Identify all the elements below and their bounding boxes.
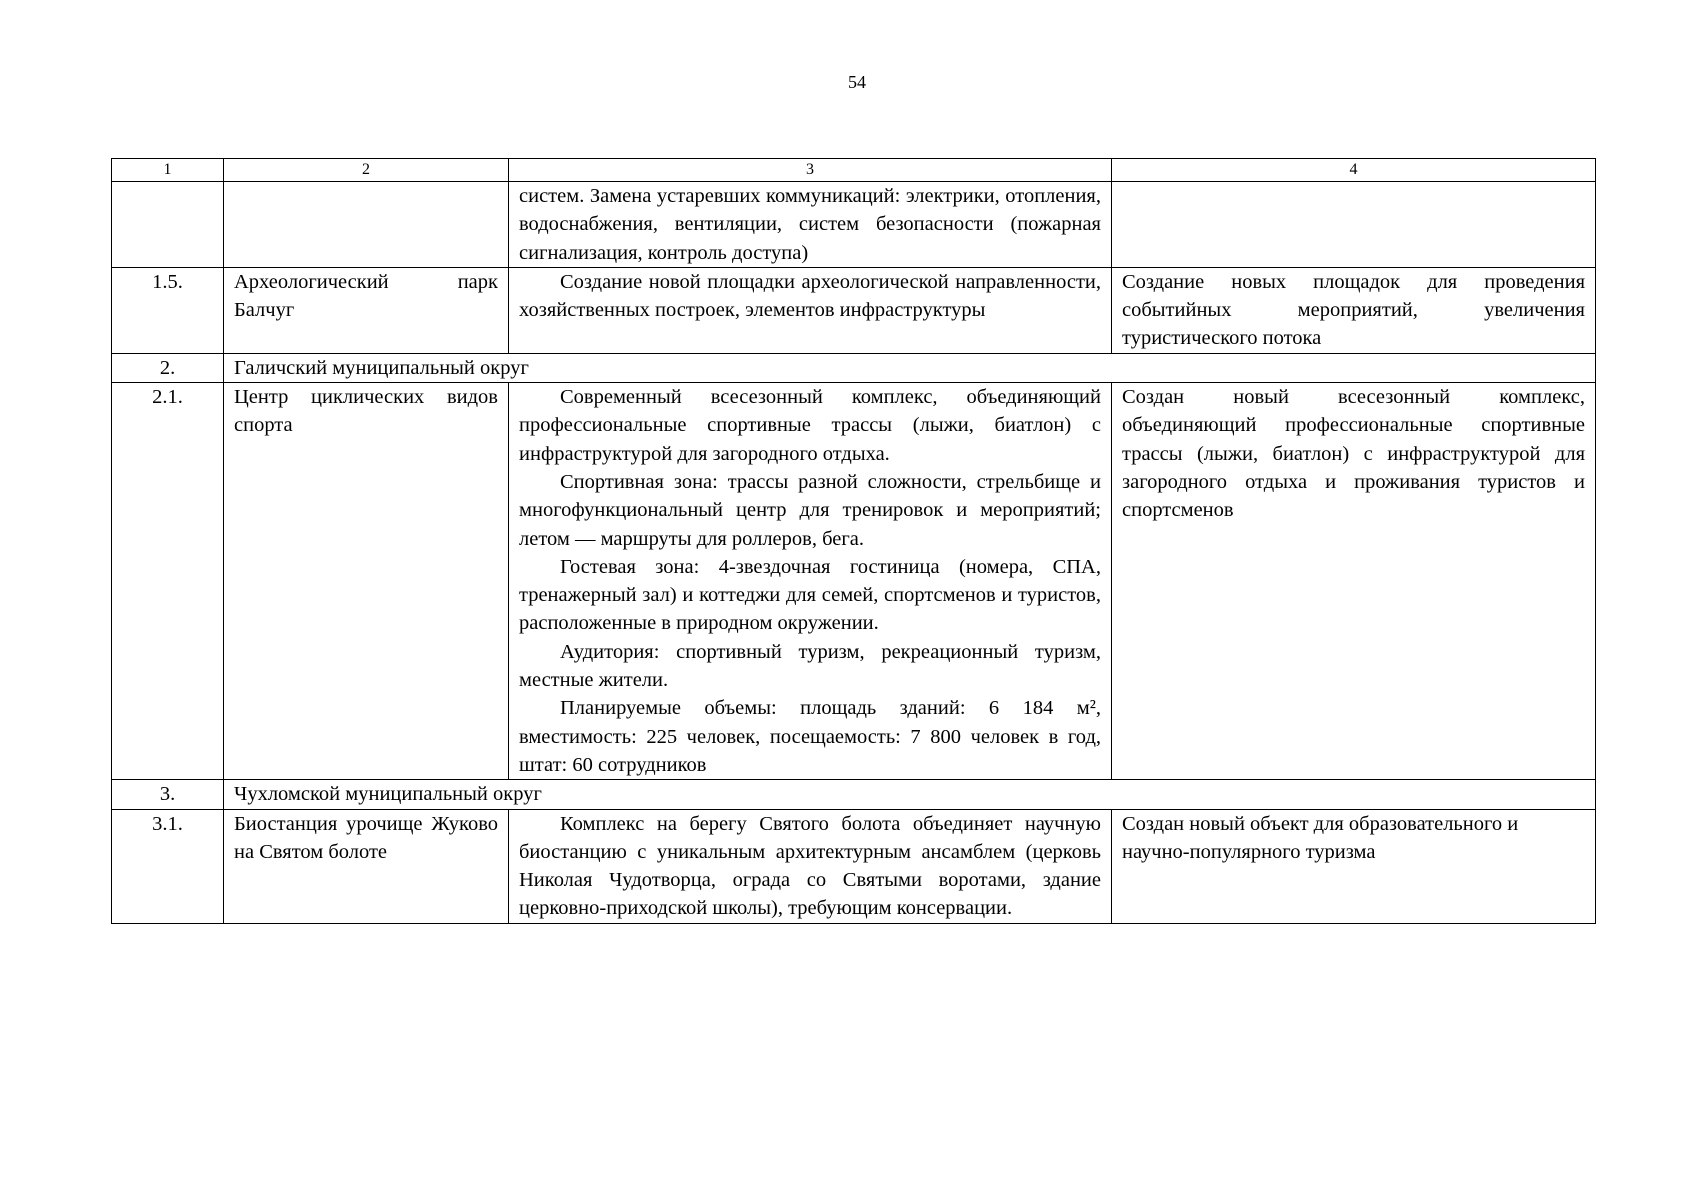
section-number-cell: 3.	[112, 780, 224, 809]
row-name-cell: Центр циклических видов спорта	[224, 383, 509, 780]
row-name-cell	[224, 182, 509, 268]
description-paragraph: Планируемые объемы: площадь зданий: 6 184 м², вместимость: 225 человек, посещаемость: 7 800 человек в год, штат: 60 сотрудников	[519, 697, 1101, 776]
row-name-cell: Биостанция урочище Жуково на Святом болоте	[224, 809, 509, 923]
row-name-cell: Археологический парк Балчуг	[224, 267, 509, 353]
row-number-cell: 3.1.	[112, 809, 224, 923]
header-cell-2: 2	[224, 159, 509, 182]
row-result-cell: Создан новый всесезонный комплекс, объединяющий профессиональные спортивные трассы (лыжи, биатлон) с инфраструктурой для загородного отдыха и проживания туристов и спортсменов	[1112, 383, 1596, 780]
row-number-cell	[112, 182, 224, 268]
row-description-cell	[509, 383, 1112, 780]
description-paragraph: Спортивная зона: трассы разной сложности, стрельбище и многофункциональный центр для тренировок и мероприятий; летом — маршруты для роллеров, бега.	[519, 470, 1101, 550]
table-header-row	[112, 159, 1596, 182]
description-paragraph: Современный всесезонный комплекс, объединяющий профессиональные спортивные трассы (лыжи, биатлон) с инфраструктурой для загородного отдыха.	[519, 386, 1101, 465]
row-description-cell	[509, 267, 1112, 353]
description-paragraph: Аудитория: спортивный туризм, рекреационный туризм, местные жители.	[519, 640, 1101, 692]
section-title-cell: Галичский муниципальный округ	[224, 353, 1596, 382]
row-result-cell: Создан новый объект для образовательного и научно-популярного туризма	[1112, 809, 1596, 923]
row-description-cell	[509, 182, 1112, 268]
projects-table	[111, 158, 1596, 924]
row-result-cell	[1112, 182, 1596, 268]
table-row-1-5	[112, 267, 1596, 353]
table-row-2-1	[112, 383, 1596, 780]
row-description-text: систем. Замена устаревших коммуникаций: электрики, отопления, водоснабжения, вентиляции, систем безопасности (пожарная сигнализация, контроль доступа)	[519, 185, 1101, 264]
section-number-cell: 2.	[112, 353, 224, 382]
section-title-cell: Чухломской муниципальный округ	[224, 780, 1596, 809]
row-number-cell: 2.1.	[112, 383, 224, 780]
row-description-text: Комплекс на берегу Святого болота объединяет научную биостанцию с уникальным архитектурным ансамблем (церковь Николая Чудотворца, ограда со Святыми воротами, здание церковно-приходской школы), требующим консервации.	[519, 812, 1101, 920]
description-paragraph: Гостевая зона: 4-звездочная гостиница (номера, СПА, тренажерный зал) и коттеджи для семей, спортсменов и туристов, расположенные в природном окружении.	[519, 555, 1101, 635]
header-cell-4: 4	[1112, 159, 1596, 182]
row-description-cell	[509, 809, 1112, 923]
row-result-cell: Создание новых площадок для проведения событийных мероприятий, увеличения туристического потока	[1112, 267, 1596, 353]
header-cell-3: 3	[509, 159, 1112, 182]
table-row-continuation	[112, 182, 1596, 268]
row-number-cell: 1.5.	[112, 267, 224, 353]
section-row-3	[112, 780, 1596, 809]
row-description-text: Создание новой площадки археологической направленности, хозяйственных построек, элементов инфраструктуры	[519, 270, 1101, 322]
section-row-2	[112, 353, 1596, 382]
page-number: 54	[848, 72, 866, 92]
table-row-3-1	[112, 809, 1596, 923]
header-cell-1: 1	[112, 159, 224, 182]
